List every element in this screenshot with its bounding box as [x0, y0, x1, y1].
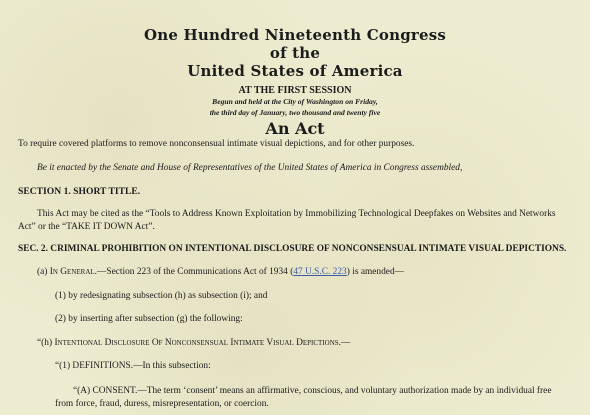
section-1-heading: SECTION 1. SHORT TITLE. — [18, 186, 141, 197]
section-2-heading: SEC. 2. CRIMINAL PROHIBITION ON INTENTIONAL DISCLOSURE OF NONCONSENSUAL INTIMATE VISUAL DEPICTIONS. — [18, 244, 567, 254]
usc-link[interactable]: 47 U.S.C. 223 — [293, 267, 347, 277]
section-1-text: This Act may be cited as the “Tools to Address Known Exploitation by Immobilizing Technological Deepfakes on Websites and Networks Act” or the “TAKE IT DOWN Act”. — [18, 209, 556, 232]
subsection-a-heading: In General — [49, 267, 95, 277]
congress-title-line2: of the — [269, 44, 321, 62]
session-heading: AT THE FIRST SESSION — [238, 85, 352, 96]
item-1: (1) by redesignating subsection (h) as subsection (i); and — [55, 291, 268, 301]
subsection-a — [37, 266, 404, 279]
enacting-clause: Be it enacted by the Senate and House of Representatives of the United States of America in Congress assembled, — [37, 163, 463, 173]
an-act-heading: An Act — [265, 119, 325, 138]
congress-title-line1: One Hundred Nineteenth Congress — [143, 26, 447, 44]
consent-definition: “(A) CONSENT.—The term ‘consent’ means an affirmative, conscious, and voluntary authorization made by an individual free from force, fraud, duress, misrepresentation, or coercion. — [55, 386, 552, 409]
item-2: (2) by inserting after subsection (g) the following: — [55, 314, 243, 324]
date-line: the third day of January, two thousand and twenty five — [209, 108, 381, 117]
subsection-h-heading: Intentional Disclosure Of Nonconsensual Intimate Visual Depictions — [54, 338, 339, 348]
definitions-heading: “(1) DEFINITIONS.—In this subsection: — [55, 361, 211, 371]
subsection-a-prefix: (a) — [37, 267, 50, 277]
subsection-a-text-end: ) is amended— — [346, 267, 405, 277]
begun-line: Begun and held at the City of Washington on Friday, — [212, 97, 378, 106]
subsection-h-prefix: “(h) — [37, 338, 55, 348]
subsection-h — [37, 337, 350, 350]
congress-title-line3: United States of America — [187, 62, 403, 80]
purpose-text: To require covered platforms to remove nonconsensual intimate visual depictions, and for other purposes. — [18, 139, 415, 149]
subsection-a-text: .—Section 223 of the Communications Act of 1934 ( — [94, 267, 294, 277]
subsection-h-suffix: .— — [338, 338, 351, 348]
